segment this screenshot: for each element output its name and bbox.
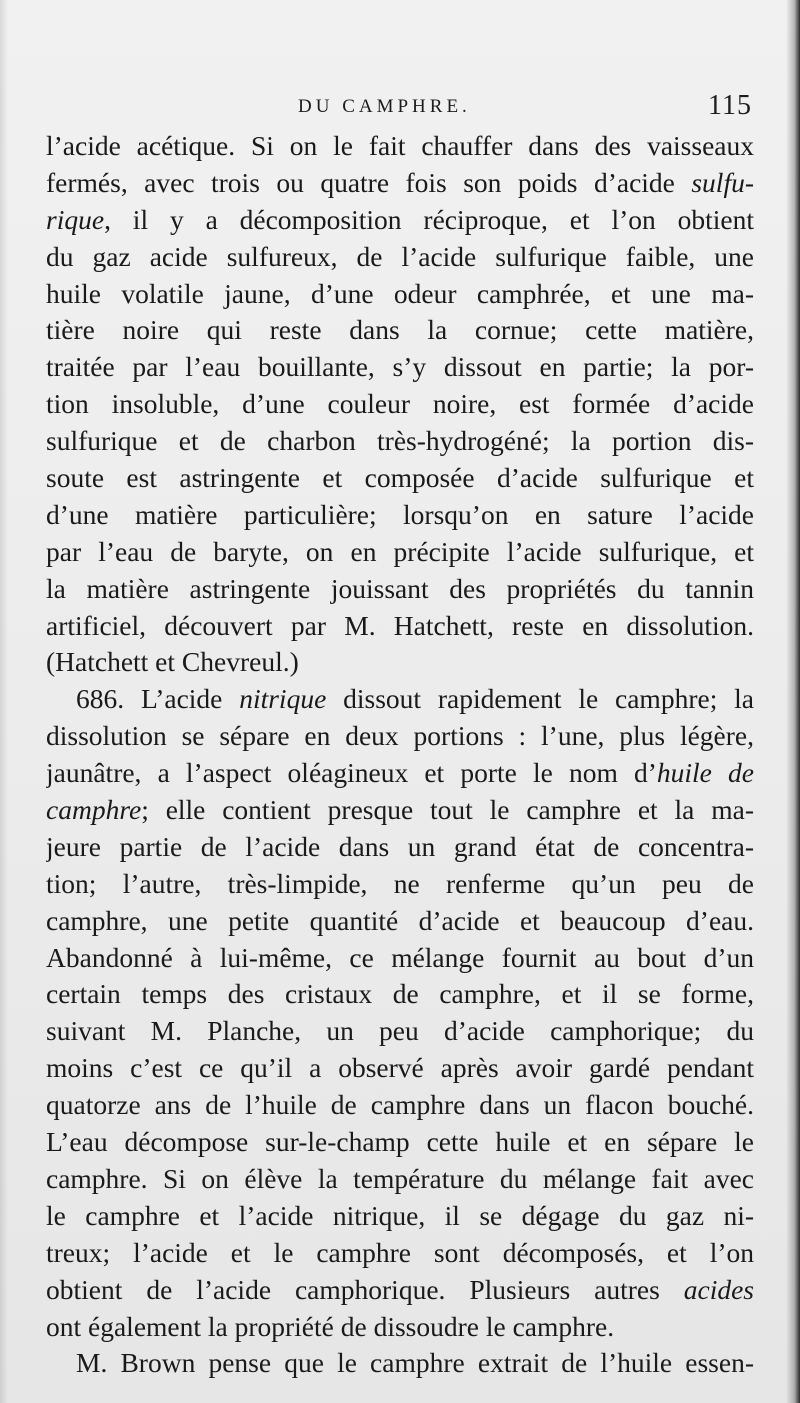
running-title: DU CAMPHRE. <box>298 96 471 117</box>
text-line: suivant M. Planche, un peu d’acide camphorique; du <box>46 1015 754 1047</box>
text-line: tion insoluble, d’une couleur noire, est formée d’acide <box>46 388 754 420</box>
text-line: treux; l’acide et le camphre sont décomposés, et l’on <box>46 1236 754 1268</box>
text-line: artificiel, découvert par M. Hatchett, reste en dissolution. <box>46 609 754 641</box>
text-line: camphre. Si on élève la température du mélange fait avec <box>46 1162 754 1194</box>
text-line: fermés, avec trois ou quatre fois son poids d’acide sulfu- <box>46 166 754 198</box>
text-line: jeure partie de l’acide dans un grand état de concentra- <box>46 830 754 862</box>
text-line: camphre; elle contient presque tout le camphre et la ma- <box>46 794 754 826</box>
text-line: tion; l’autre, très-limpide, ne renferme qu’un peu de <box>46 867 754 899</box>
text-line: rique, il y a décomposition réciproque, et l’on obtient <box>46 203 754 235</box>
text-line: tière noire qui reste dans la cornue; cette matière, <box>46 314 754 346</box>
text-line: du gaz acide sulfureux, de l’acide sulfurique faible, une <box>46 240 754 272</box>
text-line: le camphre et l’acide nitrique, il se dégage du gaz ni- <box>46 1199 754 1231</box>
page-right-edge-shadow <box>786 0 800 1403</box>
text-line: la matière astringente jouissant des propriétés du tannin <box>46 572 754 604</box>
text-line: huile volatile jaune, d’une odeur camphrée, et une ma- <box>46 277 754 309</box>
body-text <box>46 128 754 1382</box>
paragraph-last-line: (Hatchett et Chevreul.) <box>46 646 299 678</box>
text-line: moins c’est ce qu’il a observé après avoir gardé pendant <box>46 1052 754 1084</box>
text-line: sulfurique et de charbon très-hydrogéné; la portion dis- <box>46 425 754 457</box>
text-line: certain temps des cristaux de camphre, et il se forme, <box>46 978 754 1010</box>
text-line: jaunâtre, a l’aspect oléagineux et porte le nom d’huile de <box>46 757 754 789</box>
text-line: dissolution se sépare en deux portions : l’une, plus légère, <box>46 720 754 752</box>
text-line: traitée par l’eau bouillante, s’y dissout en partie; la por- <box>46 351 754 383</box>
page-header <box>46 90 754 126</box>
text-line: Abandonné à lui-même, ce mélange fournit au bout d’un <box>46 941 754 973</box>
text-line: d’une matière particulière; lorsqu’on en sature l’acide <box>46 498 754 530</box>
text-line: obtient de l’acide camphorique. Plusieurs autres acides <box>46 1273 754 1305</box>
page-number: 115 <box>708 90 752 121</box>
page-left-shadow <box>0 0 8 1403</box>
paragraph-first-line: M. Brown pense que le camphre extrait de l’huile essen- <box>76 1347 754 1379</box>
text-line: L’eau décompose sur-le-champ cette huile et en sépare le <box>46 1126 754 1158</box>
text-line: quatorze ans de l’huile de camphre dans un flacon bouché. <box>46 1089 754 1121</box>
text-line: l’acide acétique. Si on le fait chauffer dans des vaisseaux <box>46 130 754 161</box>
text-line: soute est astringente et composée d’acide sulfurique et <box>46 462 754 494</box>
text-line: camphre, une petite quantité d’acide et beaucoup d’eau. <box>46 904 754 936</box>
text-line: par l’eau de baryte, on en précipite l’acide sulfurique, et <box>46 535 754 567</box>
paragraph-first-line: 686. L’acide nitrique dissout rapidement le camphre; la <box>76 683 754 715</box>
paragraph-last-line: ont également la propriété de dissoudre le camphre. <box>46 1310 615 1342</box>
